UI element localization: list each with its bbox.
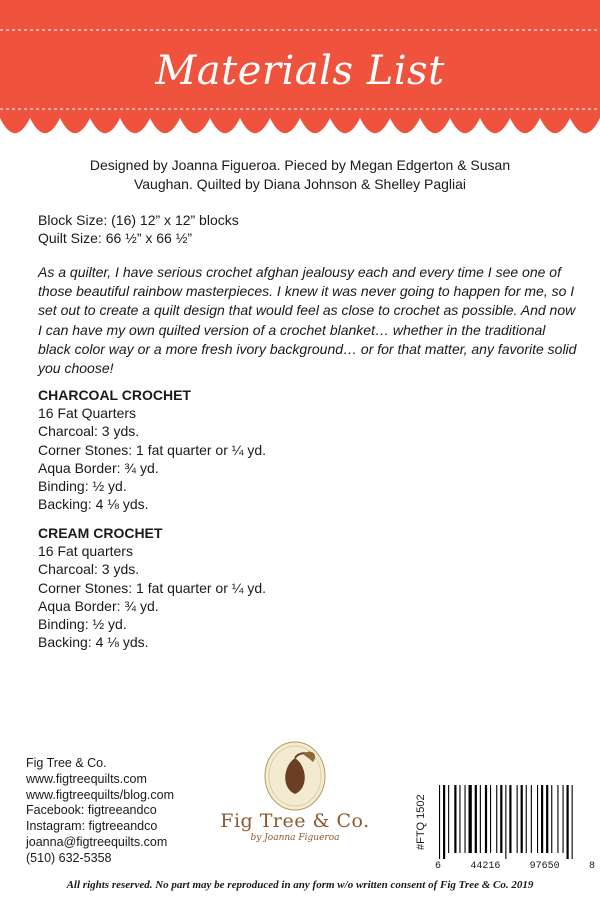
- barcode-bar: [521, 785, 523, 853]
- list-item: 16 Fat Quarters: [38, 405, 137, 422]
- barcode-bar: [563, 785, 564, 853]
- instagram-handle: Instagram: figtreeandco: [26, 819, 158, 834]
- quilt-size: Quilt Size: 66 ½” x 66 ½”: [38, 230, 193, 246]
- page-title: Materials List: [155, 48, 445, 94]
- sku-label: #FTQ 1502: [415, 794, 427, 850]
- barcode-digits: [435, 861, 595, 872]
- barcode-digit-group: 97650: [529, 861, 560, 872]
- barcode-bar: [465, 785, 466, 853]
- list-item: Binding: ½ yd.: [38, 478, 127, 495]
- block-size: Block Size: (16) 12” x 12” blocks: [38, 212, 239, 228]
- list-item: Aqua Border: ¾ yd.: [38, 597, 159, 614]
- barcode-bar: [448, 785, 449, 853]
- blog-link[interactable]: www.figtreequilts/blog.com: [26, 787, 174, 802]
- size-info: [38, 211, 239, 247]
- fig-tree-logo: [195, 740, 395, 865]
- barcode-bar: [517, 785, 518, 853]
- company-name: Fig Tree & Co.: [26, 756, 107, 770]
- list-item: Binding: ½ yd.: [38, 616, 127, 633]
- cream-crochet-section: [38, 524, 266, 651]
- barcode-bar: [454, 785, 456, 853]
- fig-icon: [195, 740, 395, 812]
- list-item: Charcoal: 3 yds.: [38, 423, 140, 440]
- list-item: Corner Stones: 1 fat quarter or ¼ yd.: [38, 579, 267, 596]
- barcode-bar: [546, 785, 548, 853]
- barcode-bar: [509, 785, 511, 853]
- email-link[interactable]: joanna@figtreequilts.com: [26, 834, 168, 849]
- list-item: Backing: 4 ⅛ yds.: [38, 634, 149, 651]
- barcode-bar: [537, 785, 538, 853]
- barcode-bar: [459, 785, 460, 853]
- barcode-bar: [557, 785, 558, 853]
- barcode-bar: [531, 785, 532, 853]
- list-item: Charcoal: 3 yds.: [38, 561, 140, 578]
- list-item: Backing: 4 ⅛ yds.: [38, 496, 149, 513]
- barcode-bar: [526, 785, 527, 853]
- barcode-bar: [505, 785, 506, 859]
- barcode-bar: [500, 785, 502, 853]
- barcode-digit-group: 6: [435, 861, 442, 872]
- barcode-digit-group: 44216: [470, 861, 501, 872]
- intro-paragraph: As a quilter, I have serious crochet afghan jealousy each and every time I see one of those beautiful rainbow masterpieces. I knew it was never going to happen for me, so I set out to create a quilt design that would feel as close to crochet as possible. And now I can have my own quilted version of a crochet blanket… whether in the traditional black color way or a more fresh ivory background… or for that matter, any favorite solid you choose!: [38, 264, 577, 377]
- section-title: CHARCOAL CROCHET: [38, 387, 191, 403]
- barcode-bar: [485, 785, 487, 853]
- design-credits: Designed by Joanna Figueroa. Pieced by Megan Edgerton & Susan Vaughan. Quilted by Diana Johnson & Shelley Pagliai: [89, 157, 511, 192]
- barcode-bar: [496, 785, 497, 853]
- phone-number: (510) 632-5358: [26, 850, 112, 865]
- barcode-bar: [475, 785, 477, 853]
- barcode-bar: [443, 785, 445, 859]
- barcode-digit-group: 8: [588, 861, 595, 872]
- barcode-bar: [572, 785, 573, 859]
- logo-name: Fig Tree & Co.: [220, 810, 370, 832]
- materials-list: [38, 542, 266, 651]
- barcode-bar: [480, 785, 481, 853]
- barcode-bar: [551, 785, 552, 853]
- barcode-bars: [437, 785, 593, 859]
- materials-banner: [0, 0, 600, 140]
- charcoal-crochet-section: [38, 386, 266, 513]
- barcode-bar: [439, 785, 440, 859]
- contact-info: [26, 756, 174, 867]
- facebook-handle: Facebook: figtreeandco: [26, 803, 157, 818]
- barcode: [415, 785, 595, 875]
- list-item: 16 Fat quarters: [38, 543, 133, 560]
- materials-list: [38, 404, 266, 513]
- list-item: Aqua Border: ¾ yd.: [38, 459, 159, 476]
- copyright-notice: All rights reserved. No part may be reproduced in any form w/o written consent of Fig Tree & Co. 2019: [66, 879, 534, 891]
- barcode-bar: [469, 785, 472, 853]
- website-link[interactable]: www.figtreequilts.com: [26, 771, 147, 786]
- logo-tagline: by Joanna Figueroa: [250, 833, 340, 843]
- barcode-bar: [490, 785, 491, 853]
- list-item: Corner Stones: 1 fat quarter or ¼ yd.: [38, 441, 267, 458]
- section-title: CREAM CROCHET: [38, 525, 163, 541]
- barcode-bar: [541, 785, 543, 853]
- barcode-bar: [567, 785, 569, 859]
